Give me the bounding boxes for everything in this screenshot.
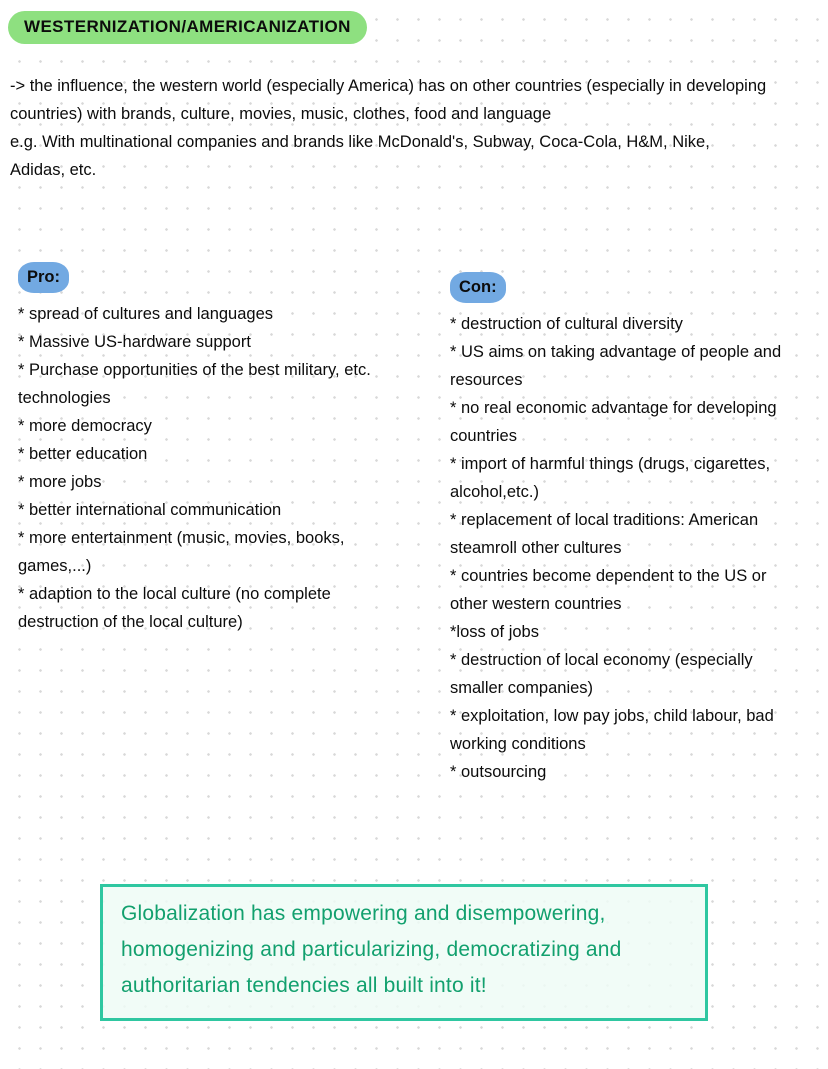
list-item: * destruction of local economy (especially smaller companies) [450,651,753,697]
list-item: * exploitation, low pay jobs, child labour, bad working conditions [450,707,774,753]
quote-box [100,884,708,1021]
con-label: Con: [450,272,506,303]
pro-column [18,262,416,636]
pro-list [18,300,416,636]
list-item: * countries become dependent to the US or other western countries [450,567,767,613]
list-item: * import of harmful things (drugs, cigarettes, alcohol,etc.) [450,455,771,501]
pro-label: Pro: [18,262,69,293]
con-column [450,272,802,786]
list-item: * Purchase opportunities of the best military, etc. technologies [18,361,371,407]
list-item: * spread of cultures and languages [18,305,274,323]
list-item: * more democracy [18,417,152,435]
list-item: * Massive US-hardware support [18,333,251,351]
quote-text: Globalization has empowering and disempowering, homogenizing and particularizing, democratizing and authoritarian tendencies all built into it! [121,902,622,997]
list-item: * better education [18,445,148,463]
list-item: * outsourcing [450,763,547,781]
list-item: * adaption to the local culture (no complete destruction of the local culture) [18,585,331,631]
page-title: WESTERNIZATION/AMERICANIZATION [8,11,367,44]
list-item: * replacement of local traditions: American steamroll other cultures [450,511,759,557]
list-item: * no real economic advantage for developing countries [450,399,777,445]
list-item: * more jobs [18,473,102,491]
list-item: * better international communication [18,501,282,519]
example-text: e.g. With multinational companies and brands like McDonald's, Subway, Coca-Cola, H&M, Nike, Adidas, etc. [10,133,710,179]
intro-text: -> the influence, the western world (especially America) has on other countries (especially in developing countries) with brands, culture, movies, music, clothes, food and language [10,77,767,123]
intro-section [10,72,800,184]
list-item: * more entertainment (music, movies, books, games,...) [18,529,345,575]
con-list [450,310,802,786]
list-item: * US aims on taking advantage of people and resources [450,343,782,389]
list-item: * destruction of cultural diversity [450,315,683,333]
list-item: *loss of jobs [450,623,539,641]
